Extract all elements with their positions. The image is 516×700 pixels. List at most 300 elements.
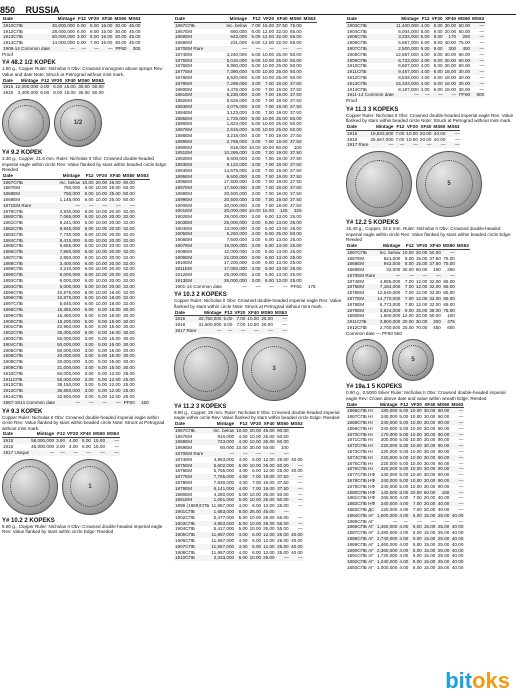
table-cell: 1876ЕМ bbox=[175, 468, 193, 474]
table-cell: 5.00 bbox=[95, 365, 109, 371]
table-cell: 2,850,000 bbox=[59, 254, 81, 260]
table-cell: 9.00 bbox=[401, 308, 415, 314]
table-cell: 65.00 bbox=[290, 28, 302, 34]
table-cell: 1869СПБ НІ bbox=[347, 425, 373, 431]
table-cell: 9,122,000 bbox=[223, 162, 248, 168]
table-cell: 1916 bbox=[3, 90, 14, 96]
table-row bbox=[174, 515, 304, 521]
table-cell: 9.00 bbox=[433, 28, 443, 34]
table-cell: 32.00 bbox=[123, 266, 135, 272]
table-cell: 7.00 bbox=[401, 284, 415, 290]
table-cell: 25.00 bbox=[276, 121, 288, 127]
table-cell: 14,675,000 bbox=[224, 167, 247, 173]
table-cell: 3.00 bbox=[251, 272, 261, 278]
table-cell: 37.50 bbox=[290, 109, 302, 115]
table-cell: 10.00 bbox=[95, 260, 108, 266]
table-cell: 1913СПБ bbox=[2, 388, 56, 394]
table-cell: 1899СПБ bbox=[3, 312, 23, 318]
table-cell: 1901-14 Common date bbox=[175, 283, 222, 289]
table-cell: 10.00 bbox=[410, 425, 422, 431]
table-cell: 1897СПБ bbox=[3, 301, 23, 307]
column-header: XF40 bbox=[263, 421, 275, 427]
table-cell: 8.00 bbox=[98, 312, 108, 318]
page-number: 850 bbox=[0, 5, 16, 15]
table-cell: 15.00 bbox=[423, 547, 436, 553]
table-cell: 13.00 bbox=[276, 260, 288, 266]
table-cell: 12.00 bbox=[415, 290, 428, 296]
table-cell: 1917 Rare bbox=[347, 142, 369, 148]
table-cell: Inc. below bbox=[210, 427, 235, 433]
table-cell: 40.00 bbox=[291, 549, 303, 555]
table-cell: 1884СПБ АГ bbox=[346, 513, 376, 519]
table-cell: 1885СПБ bbox=[3, 243, 23, 249]
table-cell: 50.00 bbox=[290, 231, 302, 237]
table-cell: 12.00 bbox=[109, 382, 121, 388]
table-cell: 2,830,000 bbox=[59, 208, 81, 214]
table-cell: 1,145,000 bbox=[59, 196, 81, 202]
table-cell: 1901СПБ bbox=[174, 509, 210, 515]
table-cell: 1883СПБ bbox=[3, 231, 23, 237]
table-cell: 4.00 bbox=[238, 468, 248, 474]
table-cell: 25.00 bbox=[263, 520, 275, 526]
table-cell: 10.00 bbox=[249, 520, 262, 526]
table-cell: 1871СПБ НІ bbox=[347, 437, 373, 443]
table-cell: — bbox=[450, 490, 464, 496]
table-row bbox=[346, 92, 485, 98]
table-cell: — bbox=[298, 491, 303, 497]
table-cell: 3,210,000 bbox=[59, 266, 81, 272]
table-cell: 30.00 bbox=[114, 22, 127, 28]
table-cell: 220,000 bbox=[380, 449, 398, 455]
table-cell: 100 bbox=[293, 144, 302, 150]
table-cell: 1880СПБ НФ bbox=[347, 489, 375, 495]
table-cell: 4.00 bbox=[420, 57, 430, 63]
table-cell: 15.00 bbox=[415, 255, 428, 261]
table-cell: 4.00 bbox=[420, 22, 430, 28]
table-cell: 8,533,000 bbox=[398, 74, 419, 80]
table-cell: 3.00 bbox=[248, 278, 262, 284]
table-cell: 10.00 bbox=[95, 185, 108, 191]
table-cell: — bbox=[479, 28, 485, 34]
table-cell: 4,655,000 bbox=[379, 278, 401, 284]
table-cell: 20.00 bbox=[444, 28, 457, 34]
table-cell: 15.00 bbox=[423, 512, 436, 518]
table-cell: 32.00 bbox=[123, 272, 135, 278]
coin-reverse-image bbox=[392, 339, 434, 381]
table-cell: 26,000,000 bbox=[224, 272, 247, 278]
table-cell: 6,230,000 bbox=[223, 92, 248, 98]
table-cell: 1878ЕМ bbox=[175, 74, 193, 80]
table-cell: 25.00 bbox=[263, 555, 275, 561]
table-cell: 7,065,000 bbox=[56, 214, 81, 220]
table-row bbox=[174, 544, 304, 550]
table-cell: 15.00 bbox=[100, 34, 113, 40]
table-cell: 90.00 bbox=[437, 472, 450, 478]
table-row bbox=[174, 328, 288, 334]
table-cell: 20.00 bbox=[423, 506, 436, 512]
table-cell: 4.00 bbox=[235, 486, 249, 492]
table-cell: 170 bbox=[444, 34, 458, 40]
table-cell: 5.00 bbox=[409, 536, 423, 542]
table-cell: 1879ЕМ bbox=[174, 486, 210, 492]
table-cell: 8.00 bbox=[404, 255, 414, 261]
section-desc: 16.40 g., Copper, 32.6 mm. Ruler: Nicholas II Obv: Crowned double-headed imperial eagle within circle Rev: Value flanked by stars within beaded circle Edge: Reeded bbox=[346, 226, 512, 243]
table-cell: 40.00 bbox=[451, 547, 464, 553]
table-cell: 5.00 bbox=[399, 443, 409, 449]
table-cell: 13.00 bbox=[276, 214, 288, 220]
table-cell: 30.00 bbox=[78, 84, 90, 90]
table-cell: 25.00 bbox=[290, 277, 302, 283]
table-cell: 11,667,000 bbox=[211, 537, 235, 543]
table-cell: 65.00 bbox=[443, 284, 455, 290]
table-note: Proof bbox=[346, 98, 357, 104]
table-cell: 1909ЕМ bbox=[174, 255, 223, 261]
table-cell: 4.00 bbox=[399, 530, 409, 536]
table-row bbox=[346, 542, 464, 548]
table-cell: 1913СПБ bbox=[2, 34, 51, 40]
table-cell: 5.00 bbox=[81, 249, 95, 255]
table-cell: 5.00 bbox=[409, 559, 423, 565]
table-cell: 32.00 bbox=[429, 296, 441, 302]
table-cell: 3.00 bbox=[251, 260, 261, 266]
table-cell: 40.00 bbox=[444, 40, 457, 46]
table-cell: 10.00 bbox=[410, 472, 422, 478]
column-header: XF40 bbox=[109, 172, 121, 178]
table-cell: 1895СПБ bbox=[3, 289, 23, 295]
table-cell: 1879ЕМ bbox=[174, 81, 223, 87]
table-cell: 5.00 bbox=[409, 513, 423, 519]
table-cell: 650,000 bbox=[230, 28, 247, 34]
table-cell: 1881СПБ bbox=[3, 220, 23, 226]
table-cell: 80,000 bbox=[220, 445, 235, 451]
table-cell: 7.00 bbox=[249, 486, 263, 492]
table-cell: 10.00 bbox=[249, 491, 262, 497]
table-cell: 25.00 bbox=[277, 456, 289, 462]
table-cell: 4.00 bbox=[399, 535, 409, 541]
table-cell: 30.00 bbox=[423, 431, 436, 437]
table-cell: 14,770,000 bbox=[377, 296, 401, 302]
table-cell: 25.00 bbox=[249, 508, 262, 514]
table-cell: 58,000,000 bbox=[31, 438, 55, 444]
table-cell: 1877СПБ НФ bbox=[347, 472, 375, 478]
table-cell: 5.00 bbox=[251, 51, 261, 57]
table-cell: 10.00 bbox=[82, 179, 94, 185]
table-cell: 37.50 bbox=[277, 485, 289, 491]
table-cell: 240,000 bbox=[380, 425, 398, 431]
table-cell: — bbox=[458, 483, 464, 489]
table-cell: 5,625,000 bbox=[226, 98, 247, 104]
table-cell: 5.00 bbox=[98, 347, 108, 353]
page-header bbox=[0, 0, 516, 15]
table-cell: 1874СПБ НІ bbox=[346, 455, 376, 461]
table-cell: 1880ЕМ bbox=[175, 86, 193, 92]
table-cell: 4.00 bbox=[399, 524, 409, 530]
table-cell: — bbox=[289, 46, 303, 52]
table-cell: 19.00 bbox=[276, 150, 288, 156]
column-2 bbox=[174, 16, 342, 698]
table-cell: 300 bbox=[428, 319, 442, 325]
table-cell: — bbox=[262, 46, 276, 52]
column-header: Mintage bbox=[210, 421, 235, 427]
table-cell: 20,500,000 bbox=[224, 196, 247, 202]
table-cell: — bbox=[51, 46, 76, 52]
table-cell: 30.00 bbox=[423, 478, 436, 483]
table-cell: 7.00 bbox=[265, 86, 274, 92]
column-header: Date bbox=[346, 243, 376, 249]
table-cell: 1877ЕМ bbox=[346, 296, 376, 302]
table-cell: — bbox=[108, 203, 122, 209]
table-cell: 30.00 bbox=[444, 57, 457, 63]
table-cell: 1884ЕМ bbox=[175, 109, 193, 115]
table-cell: 8.00 bbox=[399, 489, 409, 495]
table-cell: 10.00 bbox=[95, 191, 108, 197]
table-cell: 4.00 bbox=[69, 443, 78, 449]
table-cell: 1897ЕМ bbox=[174, 185, 223, 191]
table-cell: 6,000,000 bbox=[59, 278, 81, 284]
table-cell: 1891ЕМ bbox=[174, 150, 223, 156]
table-cell: 7.00 bbox=[265, 202, 274, 208]
table-cell: 5.00 bbox=[235, 497, 249, 503]
table-cell: 1904СПБ bbox=[347, 28, 367, 34]
table-cell: 25.00 bbox=[276, 57, 288, 63]
table-cell: 50.00 bbox=[277, 439, 289, 445]
table-cell: — bbox=[471, 34, 485, 40]
table-cell: 5.00 bbox=[251, 63, 261, 69]
table-cell: 8.00 bbox=[89, 28, 99, 34]
table-cell: 30.00 bbox=[114, 40, 127, 46]
table-cell: — bbox=[30, 450, 55, 456]
table-t5 bbox=[174, 16, 317, 289]
table-cell: 1869ЕМ bbox=[3, 196, 21, 202]
table-cell: 25.00 bbox=[290, 260, 302, 266]
column-header: F12 bbox=[222, 310, 233, 316]
table-cell: 30.00 bbox=[114, 28, 127, 34]
table-cell: 4.00 bbox=[399, 541, 409, 547]
table-cell: 4,853,000 bbox=[210, 521, 235, 527]
table-t4 bbox=[2, 431, 120, 455]
table-cell: 30.00 bbox=[114, 34, 127, 40]
table-cell: 3.00 bbox=[84, 382, 94, 388]
table-cell: 5,667,000 bbox=[398, 40, 419, 46]
table-cell: 40.00 bbox=[437, 506, 450, 512]
table-cell: 5.00 bbox=[98, 382, 108, 388]
table-cell: 11,667,000 bbox=[211, 503, 235, 509]
table-cell: — bbox=[210, 451, 235, 457]
table-cell: 7.00 bbox=[248, 22, 262, 28]
table-cell: — bbox=[471, 58, 485, 64]
table-cell: 12.00 bbox=[263, 543, 275, 549]
column-header: Date bbox=[346, 124, 369, 130]
table-cell: 5.00 bbox=[399, 472, 409, 478]
table-cell: 1870ЕМ Rare bbox=[174, 46, 223, 52]
table-cell: 30.00 bbox=[423, 420, 436, 426]
section-title: Y# 9.2 KOPEK bbox=[2, 149, 43, 156]
table-cell: 5.00 bbox=[81, 307, 95, 313]
table-t2 bbox=[2, 78, 105, 96]
table-cell: 19.00 bbox=[263, 485, 275, 491]
table-cell: 37.50 bbox=[277, 474, 289, 480]
table-cell: 10.00 bbox=[402, 249, 414, 255]
table-cell: 220,000 bbox=[376, 466, 398, 472]
table-cell: 15.00 bbox=[415, 307, 428, 313]
column-header: Date bbox=[174, 421, 210, 427]
table-cell: 37.50 bbox=[429, 261, 441, 267]
table-cell: 3.00 bbox=[251, 98, 261, 104]
table-cell: 25.00 bbox=[290, 225, 302, 231]
table-cell: 1,725,000 bbox=[223, 116, 248, 122]
table-cell: 12.00 bbox=[263, 549, 275, 555]
table-cell: 32.00 bbox=[123, 214, 135, 220]
table-note: Proof bbox=[2, 51, 13, 57]
table-cell: 32,500,000 bbox=[57, 394, 81, 400]
table-cell: 1916 bbox=[347, 136, 358, 142]
table-cell: 1889ЕМ bbox=[174, 139, 223, 145]
table-cell: — bbox=[56, 203, 81, 209]
table-cell: Inc. below bbox=[56, 179, 81, 185]
table-cell: 3.00 bbox=[251, 248, 261, 254]
table-cell: 5.00 bbox=[248, 116, 262, 122]
table-cell: 250 bbox=[457, 34, 471, 40]
table-cell: 1874ЕМ bbox=[175, 456, 193, 462]
table-cell: — bbox=[66, 450, 79, 456]
table-cell: 37.50 bbox=[290, 98, 302, 104]
table-cell: 18.00 bbox=[109, 289, 121, 295]
table-cell: 10.00 bbox=[95, 266, 108, 272]
table-cell: 1886ЕМ bbox=[175, 121, 193, 127]
table-cell: 1905СПБ bbox=[174, 532, 210, 538]
column-header: F12 bbox=[398, 402, 409, 408]
table-cell: — bbox=[260, 328, 274, 334]
table-cell: 7,730,000 bbox=[59, 231, 81, 237]
table-cell: 30,800,000 bbox=[52, 22, 75, 28]
table-cell: 10.00 bbox=[249, 555, 262, 561]
table-cell: 25.00 bbox=[437, 553, 450, 559]
table-cell: — bbox=[454, 136, 460, 142]
table-cell: 15,360,000 bbox=[57, 307, 81, 313]
column-header: MS63 bbox=[91, 77, 104, 83]
table-cell: — bbox=[223, 46, 248, 52]
table-cell: 3,400,000 bbox=[17, 90, 39, 96]
table-cell: 10.00 bbox=[95, 208, 108, 214]
table-cell: 18.00 bbox=[444, 69, 457, 75]
table-cell: 19.00 bbox=[276, 185, 288, 191]
table-cell: 5.00 bbox=[223, 316, 233, 322]
table-row bbox=[2, 90, 105, 96]
column-header: F12 bbox=[81, 173, 95, 179]
table-cell: 10.00 bbox=[236, 427, 248, 433]
table-cell: — bbox=[255, 283, 261, 289]
table-cell: 5.00 bbox=[238, 514, 248, 520]
table-cell: 5.00 bbox=[399, 478, 409, 483]
table-cell: 3.00 bbox=[84, 359, 94, 365]
table-cell: 6.00 bbox=[82, 443, 91, 449]
table-cell: 910,000 bbox=[217, 433, 235, 439]
table-cell: 240,000 bbox=[376, 478, 398, 484]
table-cell: 4.00 bbox=[235, 474, 249, 480]
table-cell: 17,200,000 bbox=[224, 260, 247, 266]
table-cell: 3.00 bbox=[248, 266, 262, 272]
table-cell: 15.00 bbox=[109, 341, 121, 347]
table-cell: 3.00 bbox=[248, 243, 262, 249]
table-cell: 1908-14 Common date bbox=[3, 45, 50, 51]
table-cell: 3.00 bbox=[251, 86, 261, 92]
table-cell: 25.00 bbox=[263, 497, 275, 503]
table-cell: 1906ЕМ bbox=[175, 237, 193, 243]
table-cell: — bbox=[450, 432, 464, 438]
table-cell: 65.00 bbox=[443, 290, 455, 296]
table-cell: 32.00 bbox=[123, 301, 135, 307]
table-cell: — bbox=[92, 450, 106, 456]
table-cell: — bbox=[415, 273, 429, 279]
table-cell: 2,788,000 bbox=[223, 139, 248, 145]
column-header: XF40 bbox=[424, 401, 436, 407]
table-cell: 1902СПБ bbox=[175, 514, 195, 520]
table-cell: 25.00 bbox=[123, 376, 135, 382]
column-header: F12 bbox=[401, 243, 415, 249]
table-cell: — bbox=[428, 273, 442, 279]
table-cell: 150 bbox=[436, 490, 450, 496]
column-header: VF20 bbox=[67, 431, 78, 437]
section-desc: 3.30 g., Copper, 21.6 mm. Ruler: Nicholas II Obv: Crowned double-headed imperial eagle within circle Rev: Value flanked by stars within beaded circle Edge: Reeded bbox=[2, 155, 168, 173]
table-cell: 6.00 bbox=[40, 90, 50, 96]
table-cell: 6.00 bbox=[262, 266, 276, 272]
table-cell: 1912СПБ bbox=[347, 74, 367, 80]
table-cell: 1873СПБ НІ bbox=[347, 449, 373, 455]
table-cell: 1894ЕМ bbox=[175, 167, 193, 173]
table-cell: 1867СПБ bbox=[174, 22, 223, 28]
table-cell: 50.00 bbox=[277, 462, 289, 468]
column-header: VF20 bbox=[431, 16, 443, 21]
table-cell: 1882СПБ bbox=[2, 226, 56, 232]
table-cell: 3,400,000 bbox=[56, 261, 81, 267]
table-cell: 37.50 bbox=[290, 179, 302, 185]
table-cell: 17,050,000 bbox=[224, 266, 247, 272]
table-cell: 25.00 bbox=[276, 115, 288, 121]
table-cell: 5.00 bbox=[399, 408, 409, 414]
table-cell: — bbox=[95, 203, 109, 209]
table-cell: 37.50 bbox=[276, 22, 288, 28]
table-cell: — bbox=[450, 420, 464, 426]
table-cell: 40.00 bbox=[451, 535, 464, 541]
table-cell: 4.00 bbox=[238, 549, 248, 555]
table-cell: 15.00 bbox=[64, 90, 76, 96]
table-cell: 20.00 bbox=[109, 214, 121, 220]
table-cell: 100 bbox=[447, 313, 455, 319]
table-cell: 7,164,000 bbox=[376, 284, 401, 290]
table-cell: 1899 (1889)СПБ bbox=[175, 503, 210, 509]
table-cell: — bbox=[471, 69, 485, 75]
table-cell: 50,000,000 bbox=[57, 341, 81, 347]
column-header: F12 bbox=[248, 16, 262, 22]
section-desc: 1.60 g., Copper Ruler: Nicholas II Obv: Crowned monogram above sprays Rev: Value and date Note: Struck at Petrograd without mint mark. bbox=[2, 66, 164, 77]
table-cell: 35.00 bbox=[78, 90, 90, 96]
table-cell: 10.00 bbox=[410, 449, 422, 455]
table-row bbox=[2, 46, 141, 52]
table-cell: 25.00 bbox=[277, 503, 289, 509]
column-header: Mintage bbox=[223, 16, 248, 22]
coin-value: 1 bbox=[70, 466, 111, 507]
table-cell: 19.00 bbox=[276, 138, 288, 144]
table-cell: 3.00 bbox=[251, 179, 261, 185]
column-header: Date bbox=[346, 402, 376, 408]
table-cell: 1903СПБ bbox=[174, 521, 210, 527]
table-cell: 13.00 bbox=[276, 266, 288, 272]
coin-reverse-image bbox=[62, 459, 118, 515]
table-cell: 7.00 bbox=[265, 98, 274, 104]
table-cell: 6.00 bbox=[84, 254, 94, 260]
table-cell: 5.00 bbox=[95, 342, 109, 348]
table-cell: 12.00 bbox=[263, 532, 275, 538]
